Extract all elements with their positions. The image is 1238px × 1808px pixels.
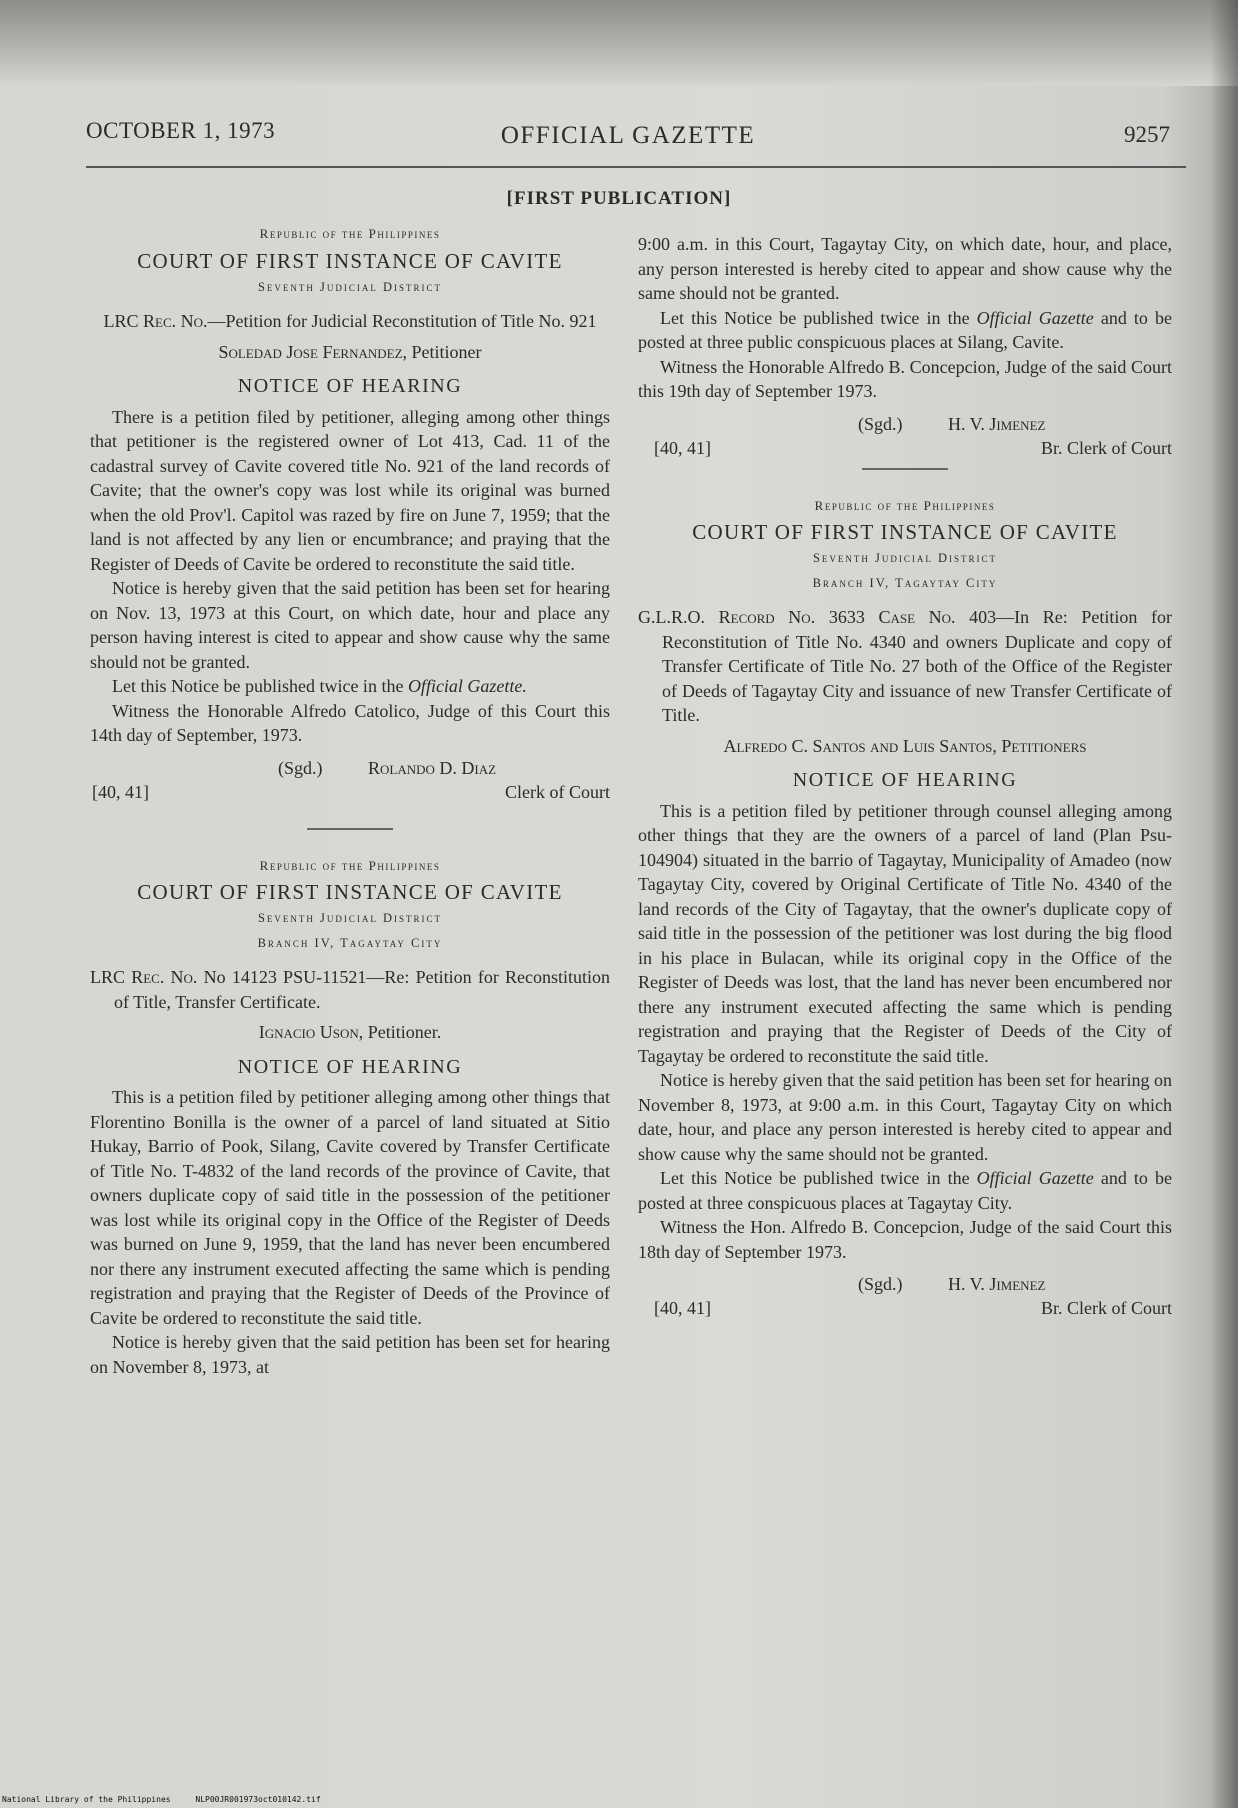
section-separator xyxy=(862,468,948,470)
signature-block xyxy=(638,1272,1172,1322)
page-header xyxy=(86,118,1170,158)
right-column xyxy=(638,232,1172,1322)
signatory-name: H. V. Jimenez xyxy=(948,1274,1046,1294)
scan-footer xyxy=(2,1795,341,1804)
notice-2 xyxy=(90,854,610,1380)
notice-2-continued xyxy=(638,232,1172,462)
issue-reference: [40, 41] xyxy=(654,437,711,458)
notice-1 xyxy=(90,222,610,806)
body-paragraph: Notice is hereby given that the said petition has been set for hearing on November 8, 1973, at xyxy=(90,1332,610,1377)
branch-line: Branch IV, Tagaytay City xyxy=(812,575,998,590)
header-rule xyxy=(86,166,1186,168)
header-title: OFFICIAL GAZETTE xyxy=(500,122,756,149)
header-page-number: 9257 xyxy=(1124,122,1170,147)
court-name: COURT OF FIRST INSTANCE OF CAVITE xyxy=(137,880,563,904)
petitioner-line: Ignacio Uson, Petitioner. xyxy=(258,1022,442,1042)
body-paragraph: Notice is hereby given that the said petition has been set for hearing on November 8, 1973, at 9:00 a.m. in this Court, Tagaytay City on which date, hour, and place any person interested is hereby cited to appear and show cause why the same should not be granted. xyxy=(638,1070,1172,1164)
body-paragraph: Witness the Hon. Alfredo B. Concepcion, Judge of the said Court this 18th day of September 1973. xyxy=(638,1217,1172,1262)
notice-heading: NOTICE OF HEARING xyxy=(237,1055,463,1078)
body-paragraph: Notice is hereby given that the said petition has been set for hearing on Nov. 13, 1973 at this Court, on which date, hour and place any person having interest is cited to appear and show cause why the same should not be granted. xyxy=(90,578,610,672)
notice-heading: NOTICE OF HEARING xyxy=(237,375,463,397)
notice-heading: NOTICE OF HEARING xyxy=(792,769,1018,791)
republic-line: Republic of the Philippines xyxy=(259,857,441,873)
issue-reference: [40, 41] xyxy=(654,1298,711,1318)
body-paragraph: Let this Notice be published twice in the Official Gazette. xyxy=(112,676,527,696)
body-paragraph: Let this Notice be published twice in the Official Gazette and to be posted at three public conspicuous places at Silang, Cavite. xyxy=(638,307,1173,352)
left-column xyxy=(90,222,610,1379)
branch-line: Branch IV, Tagaytay City xyxy=(257,935,443,950)
library-credit: National Library of the Philippines xyxy=(2,1795,171,1804)
body-paragraph: Let this Notice be published twice in the Official Gazette and to be posted at three conspicuous places at Tagaytay City. xyxy=(638,1168,1173,1213)
case-caption: LRC Rec. No.—Petition for Judicial Reconstitution of Title No. 921 xyxy=(103,311,597,331)
signed-mark: (Sgd.) xyxy=(278,757,323,778)
signature-block xyxy=(638,412,1172,462)
republic-line: Republic of the Philippines xyxy=(814,497,996,513)
notice-3 xyxy=(638,494,1172,1323)
court-name: COURT OF FIRST INSTANCE OF CAVITE xyxy=(692,520,1118,544)
header-date: OCTOBER 1, 1973 xyxy=(86,118,276,143)
section-separator xyxy=(307,828,393,830)
judicial-district: Seventh Judicial District xyxy=(257,279,443,294)
judicial-district: Seventh Judicial District xyxy=(257,911,443,925)
right-edge-shade xyxy=(1210,0,1238,1808)
publication-label: [FIRST PUBLICATION] xyxy=(506,188,732,209)
signatory-name: H. V. Jimenez xyxy=(948,413,1046,434)
signed-mark: (Sgd.) xyxy=(858,413,903,434)
body-paragraph: Witness the Honorable Alfredo Catolico, Judge of this Court this 14th day of September, 1973. xyxy=(90,700,610,745)
body-paragraph: 9:00 a.m. in this Court, Tagaytay City, on which date, hour, and place, any person interested is hereby cited to appear and show cause why the same should not be granted. xyxy=(638,234,1172,303)
issue-reference: [40, 41] xyxy=(92,781,149,802)
petitioner-line: Soledad Jose Fernandez, Petitioner xyxy=(218,341,482,362)
petitioner-line: Alfredo C. Santos and Luis Santos, Petitioners xyxy=(723,735,1087,756)
case-caption: LRC Rec. No. No 14123 PSU-11521—Re: Petition for Reconstitution of Title, Transfer Certificate. xyxy=(90,967,611,1012)
signed-mark: (Sgd.) xyxy=(858,1274,903,1294)
signatory-title: Br. Clerk of Court xyxy=(1041,437,1172,458)
case-caption: G.L.R.O. Record No. 3633 Case No. 403—In Re: Petition for Reconstitution of Title No. 4340 and owners Duplicate and copy of Transfer Certificate of Title No. 27 both of the Office of the Register of Deeds of Tagaytay City and issuance of new Transfer Certificate of Title. xyxy=(638,607,1173,725)
top-shade xyxy=(0,0,1238,86)
body-paragraph: There is a petition filed by petitioner, alleging among other things that petitioner is the registered owner of Lot 413, Cad. 11 of the cadastral survey of Cavite covered title No. 921 of the land records of Cavite; that the owner's copy was lost while its original was burned when the old Prov'l. Capitol was razed by fire on June 7, 1959; that the land is not affected by any lien or encumbrance; and praying that the Register of Deeds of Cavite be ordered to reconstitute the said title. xyxy=(90,406,610,574)
republic-line: Republic of the Philippines xyxy=(259,226,441,241)
signatory-name: Rolando D. Diaz xyxy=(368,757,497,778)
court-name: COURT OF FIRST INSTANCE OF CAVITE xyxy=(137,248,563,273)
body-paragraph: This is a petition filed by petitioner through counsel alleging among other things that they are the owners of a parcel of land (Plan Psu-104904) situated in the barrio of Tagaytay, Municipality of Amadeo (now Tagaytay City, covered by Original Certificate of Title No. 4340 of the land records of the City of Tagaytay, that the owner's duplicate copy of said title in the possession of the petitioner was lost during the big flood in his place in Bulacan, while its original copy in the Office of the Register of Deeds was lost, that the land has never been encumbered nor there any instrument executed affecting the same which is pending registration and praying that the Register of Deeds of the City of Tagaytay be ordered to reconstitute the said title. xyxy=(638,800,1172,1066)
body-paragraph: This is a petition filed by petitioner alleging among other things that Florentino Bonilla is the owner of a parcel of land situated at Sitio Hukay, Barrio of Pook, Silang, Cavite covered by Transfer Certificate of Title No. T-4832 of the land records of the province of Cavite, that owners duplicate copy of said title in the possession of the petitioner was lost while its original copy in the Office of the Register of Deeds was burned on June 9, 1959, that the land has never been encumbered nor there any instrument executed affecting the same which is pending registration and praying that the Register of Deeds of the Province of Cavite be ordered to reconstitute the said title. xyxy=(90,1087,610,1328)
signature-block xyxy=(90,756,610,806)
signatory-title: Br. Clerk of Court xyxy=(1041,1298,1172,1318)
judicial-district: Seventh Judicial District xyxy=(812,551,998,565)
signatory-title: Clerk of Court xyxy=(505,781,610,802)
scan-filename: NLP00JR001973oct010142.tif xyxy=(195,1795,321,1804)
body-paragraph: Witness the Honorable Alfredo B. Concepcion, Judge of the said Court this 19th day of September 1973. xyxy=(638,356,1172,401)
